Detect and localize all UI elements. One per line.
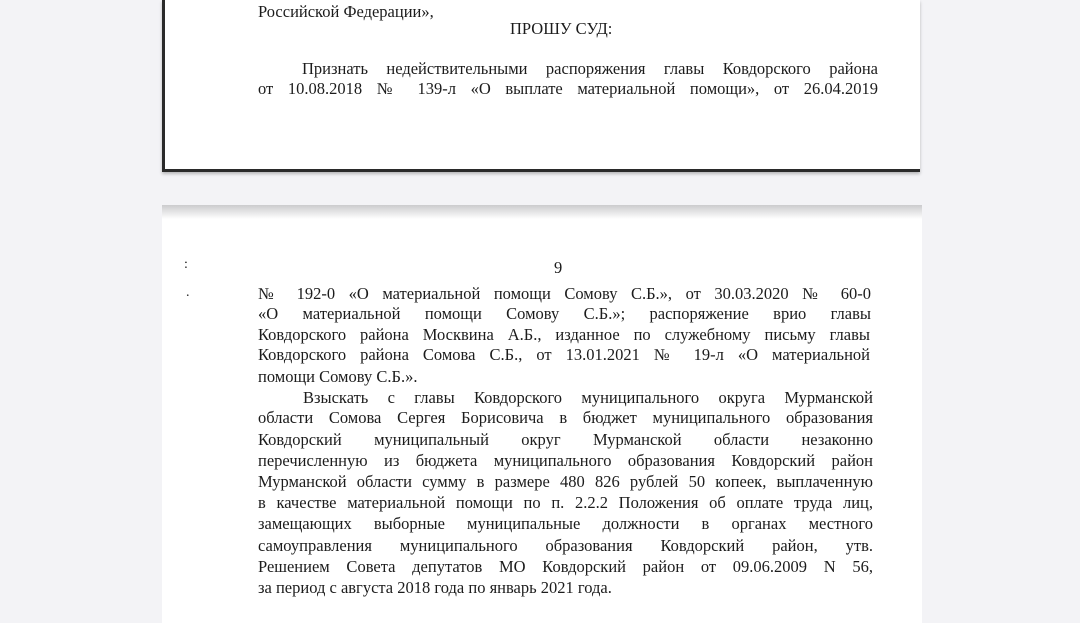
text-line: Ковдорского района Сомова С.Б., от 13.01.2021 № 19-л «О материальной	[258, 345, 870, 364]
text-line: Ковдорского района Москвина А.Б., изданное по служебному письму главы	[258, 325, 870, 344]
text-line: № 192-0 «О материальной помощи Сомову С.Б.», от 30.03.2020 № 60-0	[258, 284, 871, 303]
text-line: Ковдорский муниципальный округ Мурманской области незаконно	[258, 430, 873, 449]
text-line: за период с августа 2018 года по январь 2021 года.	[258, 578, 612, 597]
text-line: Взыскать с главы Ковдорского муниципального округа Мурманской	[303, 388, 873, 407]
text-line: в качестве материальной помощи по п. 2.2.2 Положения об оплате труда лиц,	[258, 493, 873, 512]
text-line: от 10.08.2018 № 139-л «О выплате материальной помощи», от 26.04.2019	[258, 79, 878, 98]
text-line: помощи Сомову С.Б.».	[258, 367, 418, 386]
text-line: самоуправления муниципального образования Ковдорский район, утв.	[258, 536, 873, 555]
text-line: Российской Федерации»,	[258, 2, 434, 21]
section-heading: ПРОШУ СУД:	[510, 19, 613, 38]
text-line: области Сомова Сергея Борисовича в бюджет муниципального образования	[258, 408, 873, 427]
document-page-fragment-top	[162, 0, 920, 172]
margin-mark: :	[184, 257, 188, 272]
scan-shadow	[162, 205, 922, 219]
text-line: Решением Совета депутатов МО Ковдорский район от 09.06.2009 N 56,	[258, 557, 873, 576]
document-page-9	[162, 205, 922, 623]
text-line: Признать недействительными распоряжения главы Ковдорского района	[302, 59, 878, 78]
text-line: «О материальной помощи Сомову С.Б.»; распоряжение врио главы	[258, 304, 871, 323]
text-line: Мурманской области сумму в размере 480 826 рублей 50 копеек, выплаченную	[258, 472, 873, 491]
margin-mark: .	[186, 285, 190, 300]
page-number: 9	[554, 258, 563, 277]
text-line: перечисленную из бюджета муниципального образования Ковдорский район	[258, 451, 873, 470]
text-line: замещающих выборные муниципальные должности в органах местного	[258, 514, 873, 533]
